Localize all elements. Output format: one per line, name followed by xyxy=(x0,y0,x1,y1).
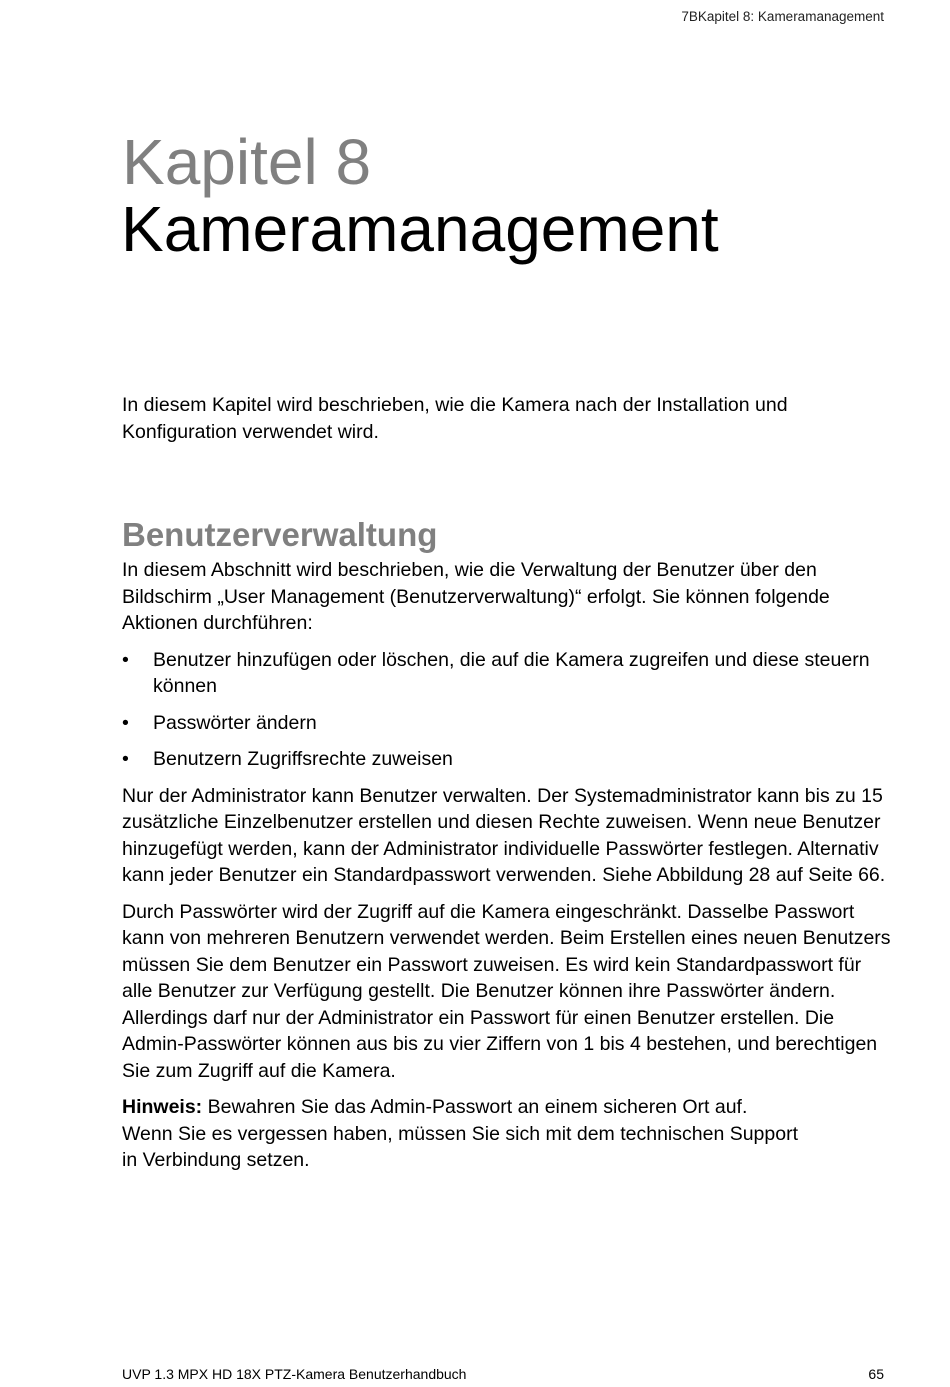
chapter-title: Kameramanagement xyxy=(121,193,719,265)
list-item xyxy=(122,710,892,737)
list-item-text: Benutzer hinzufügen oder löschen, die auf die Kamera zugreifen und diese steuern können xyxy=(153,648,870,697)
note-paragraph xyxy=(122,1094,892,1174)
section-heading: Benutzerverwaltung xyxy=(122,516,438,553)
list-item-text: Passwörter ändern xyxy=(153,711,317,734)
bullet-icon: • xyxy=(122,748,129,770)
body-paragraph: Nur der Administrator kann Benutzer verwalten. Der Systemadministrator kann bis zu 15 zusätzliche Einzelbenutzer erstellen und diesen Rechte zuweisen. Wenn neue Benutzer hinzugefügt werden, kann der Administrator individuelle Passwörter festlegen. Alternativ kann jeder Benutzer ein Standardpasswort verwenden. Siehe Abbildung 28 auf Seite 66. xyxy=(122,784,886,886)
list-item-text: Benutzern Zugriffsrechte zuweisen xyxy=(153,748,453,770)
body-paragraph: Durch Passwörter wird der Zugriff auf die Kamera eingeschränkt. Dasselbe Passwort kann von mehreren Benutzern verwendet werden. Beim Erstellen eines neuen Benutzers müssen Sie dem Benutzer ein Passwort zuweisen. Es wird kein Standardpasswort für alle Benutzer zur Verfügung gestellt. Die Benutzer können ihre Passwörter ändern. Allerdings darf nur der Administrator ein Passwort für einen Benutzer erstellen. Die Admin-Passwörter können aus bis zu vier Ziffern von 1 bis 4 bestehen, und berechtigen Sie zum Zugriff auf die Kamera. xyxy=(122,900,891,1082)
chapter-intro: In diesem Kapitel wird beschrieben, wie die Kamera nach der Installation und Konfiguration verwendet wird. xyxy=(122,394,788,443)
chapter-number: Kapitel 8 xyxy=(122,126,372,198)
page-body xyxy=(122,392,892,1174)
footer-document-title: UVP 1.3 MPX HD 18X PTZ-Kamera Benutzerhandbuch xyxy=(122,1366,467,1382)
list-item xyxy=(122,647,892,700)
note-text-line1: Bewahren Sie das Admin-Passwort an einem sicheren Ort auf. xyxy=(202,1096,748,1118)
footer-page-number: 65 xyxy=(868,1366,884,1382)
section-intro: In diesem Abschnitt wird beschrieben, wie die Verwaltung der Benutzer über den Bildschirm „User Management (Benutzerverwaltung)“ erfolgt. Sie können folgende Aktionen durchführen: xyxy=(122,559,830,634)
running-header: 7BKapitel 8: Kameramanagement xyxy=(681,9,884,24)
bullet-icon: • xyxy=(122,648,129,671)
note-text-line2: Wenn Sie es vergessen haben, müssen Sie sich mit dem technischen Support xyxy=(122,1122,799,1145)
action-list xyxy=(122,647,892,773)
list-item xyxy=(122,746,892,773)
note-text-line3: in Verbindung setzen. xyxy=(122,1149,310,1171)
note-label: Hinweis: xyxy=(122,1096,203,1118)
bullet-icon: • xyxy=(122,711,129,734)
